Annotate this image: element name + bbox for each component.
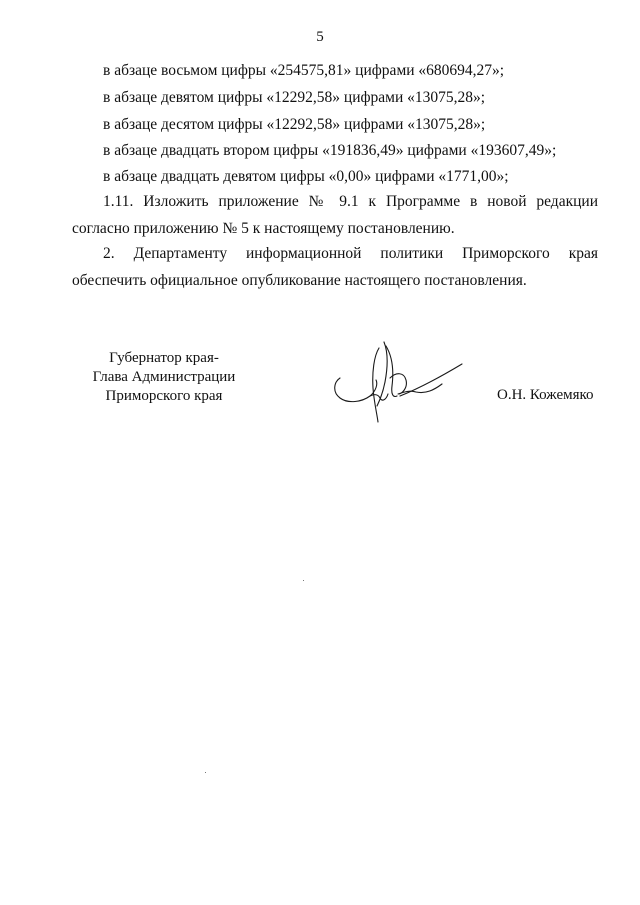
scan-speck (205, 772, 206, 773)
amendment-line-2: в абзаце девятом цифры «12292,58» цифрами «13075,28»; (103, 89, 486, 106)
paragraph-2: 2. Департаменту информационной политики Приморского края обеспечить официальное опубликование настоящего постановления. (72, 245, 598, 289)
amendment-line-3: в абзаце десятом цифры «12292,58» цифрами «13075,28»; (103, 116, 486, 133)
page-number: 5 (316, 29, 324, 45)
handwritten-signature (330, 336, 470, 426)
signatory-title-line-1: Губернатор края- (109, 350, 219, 366)
signer-name: О.Н. Кожемяко (497, 387, 594, 403)
signatory-title-line-3: Приморского края (105, 388, 223, 404)
signatory-title-line-2: Глава Администрации (92, 369, 236, 385)
paragraph-1-11: 1.11. Изложить приложение № 9.1 к Программе в новой редакции согласно приложению № 5 к настоящему постановлению. (72, 193, 598, 237)
amendment-line-4: в абзаце двадцать втором цифры «191836,49» цифрами «193607,49»; (103, 142, 557, 159)
amendment-line-1: в абзаце восьмом цифры «254575,81» цифрами «680694,27»; (103, 62, 505, 79)
signatory-title (78, 349, 250, 406)
amendment-line-5: в абзаце двадцать девятом цифры «0,00» цифрами «1771,00»; (103, 168, 509, 185)
scan-speck (303, 580, 304, 581)
